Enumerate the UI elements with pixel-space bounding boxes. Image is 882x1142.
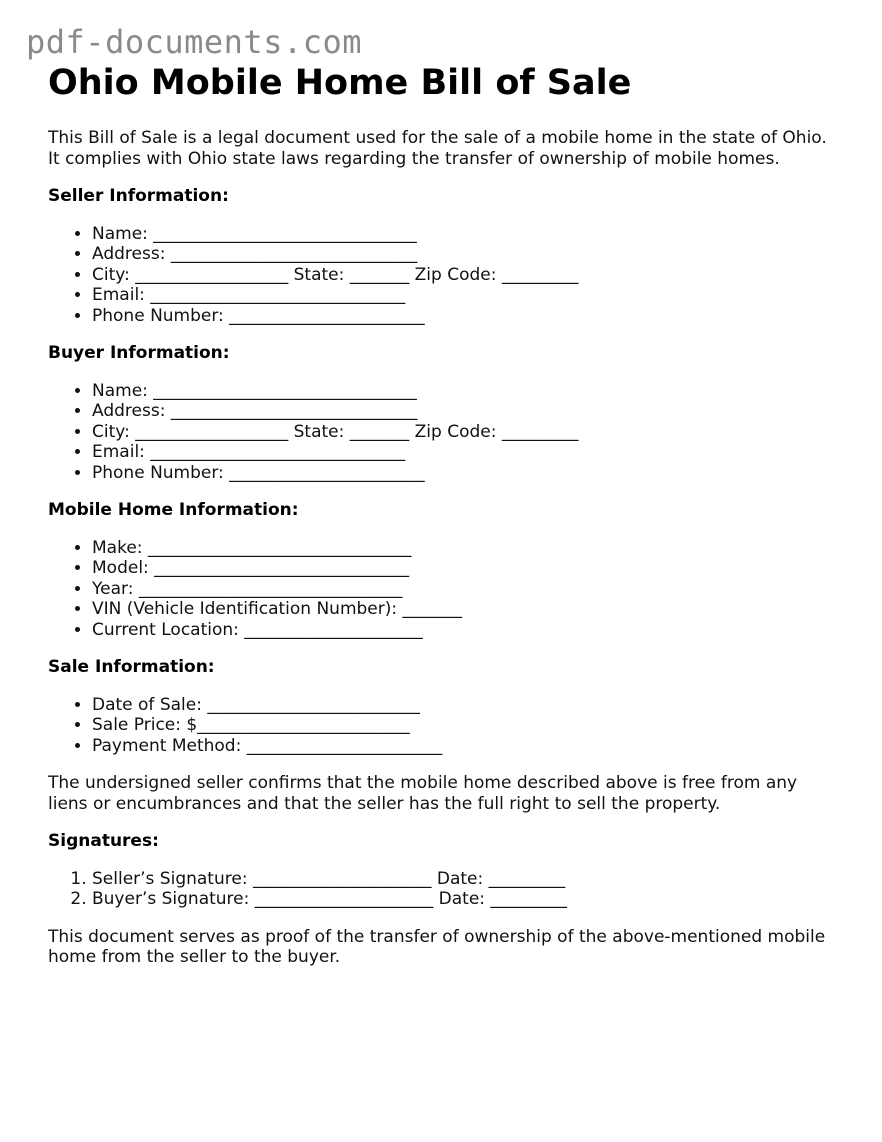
mobile-home-info-list — [48, 538, 838, 641]
current-location-field: • Current Location: _____________________ — [92, 620, 838, 641]
buyer-section-heading: Buyer Information: — [48, 343, 230, 363]
intro-paragraph: This Bill of Sale is a legal document used for the sale of a mobile home in the state of Ohio. It complies with Ohio state laws regarding the transfer of ownership of mobile homes. — [48, 128, 827, 169]
sale-info-list — [48, 695, 838, 757]
document-body — [48, 62, 838, 968]
date-of-sale-field: • Date of Sale: _________________________ — [92, 695, 838, 716]
document-title: Ohio Mobile Home Bill of Sale — [48, 63, 632, 103]
mobile-home-section-heading: Mobile Home Information: — [48, 500, 299, 520]
seller-address-field: • Address: _____________________________ — [92, 244, 838, 265]
sale-section-heading: Sale Information: — [48, 657, 215, 677]
year-field: • Year: _______________________________ — [92, 579, 838, 600]
buyer-address-field: • Address: _____________________________ — [92, 401, 838, 422]
signatures-list — [48, 869, 838, 910]
watermark-logo: pdf-documents.com — [26, 23, 363, 61]
confirmation-paragraph: The undersigned seller confirms that the mobile home described above is free from any liens or encumbrances and that the seller has the full right to sell the property. — [48, 773, 798, 814]
signatures-section-heading: Signatures: — [48, 831, 159, 851]
sale-price-field: • Sale Price: $_________________________ — [92, 715, 838, 736]
seller-phone-field: • Phone Number: _______________________ — [92, 306, 838, 327]
model-field: • Model: ______________________________ — [92, 558, 838, 579]
seller-name-field: • Name: _______________________________ — [92, 224, 838, 245]
make-field: • Make: _______________________________ — [92, 538, 838, 559]
buyer-signature-line: 2. Buyer’s Signature: _____________________ Date: _________ — [92, 889, 838, 910]
closing-paragraph: This document serves as proof of the transfer of ownership of the above-mentioned mobile home from the seller to the buyer. — [48, 926, 826, 967]
buyer-info-list — [48, 381, 838, 484]
buyer-phone-field: • Phone Number: _______________________ — [92, 463, 838, 484]
buyer-name-field: • Name: _______________________________ — [92, 381, 838, 402]
seller-info-list — [48, 224, 838, 327]
seller-signature-line: 1. Seller’s Signature: _____________________ Date: _________ — [92, 869, 838, 890]
seller-city-state-zip-field: • City: __________________ State: _______ Zip Code: _________ — [92, 265, 838, 286]
buyer-city-state-zip-field: • City: __________________ State: _______ Zip Code: _________ — [92, 422, 838, 443]
payment-method-field: • Payment Method: _______________________ — [92, 736, 838, 757]
vin-field: • VIN (Vehicle Identification Number): _______ — [92, 599, 838, 620]
seller-email-field: • Email: ______________________________ — [92, 285, 838, 306]
seller-section-heading: Seller Information: — [48, 186, 229, 206]
buyer-email-field: • Email: ______________________________ — [92, 442, 838, 463]
